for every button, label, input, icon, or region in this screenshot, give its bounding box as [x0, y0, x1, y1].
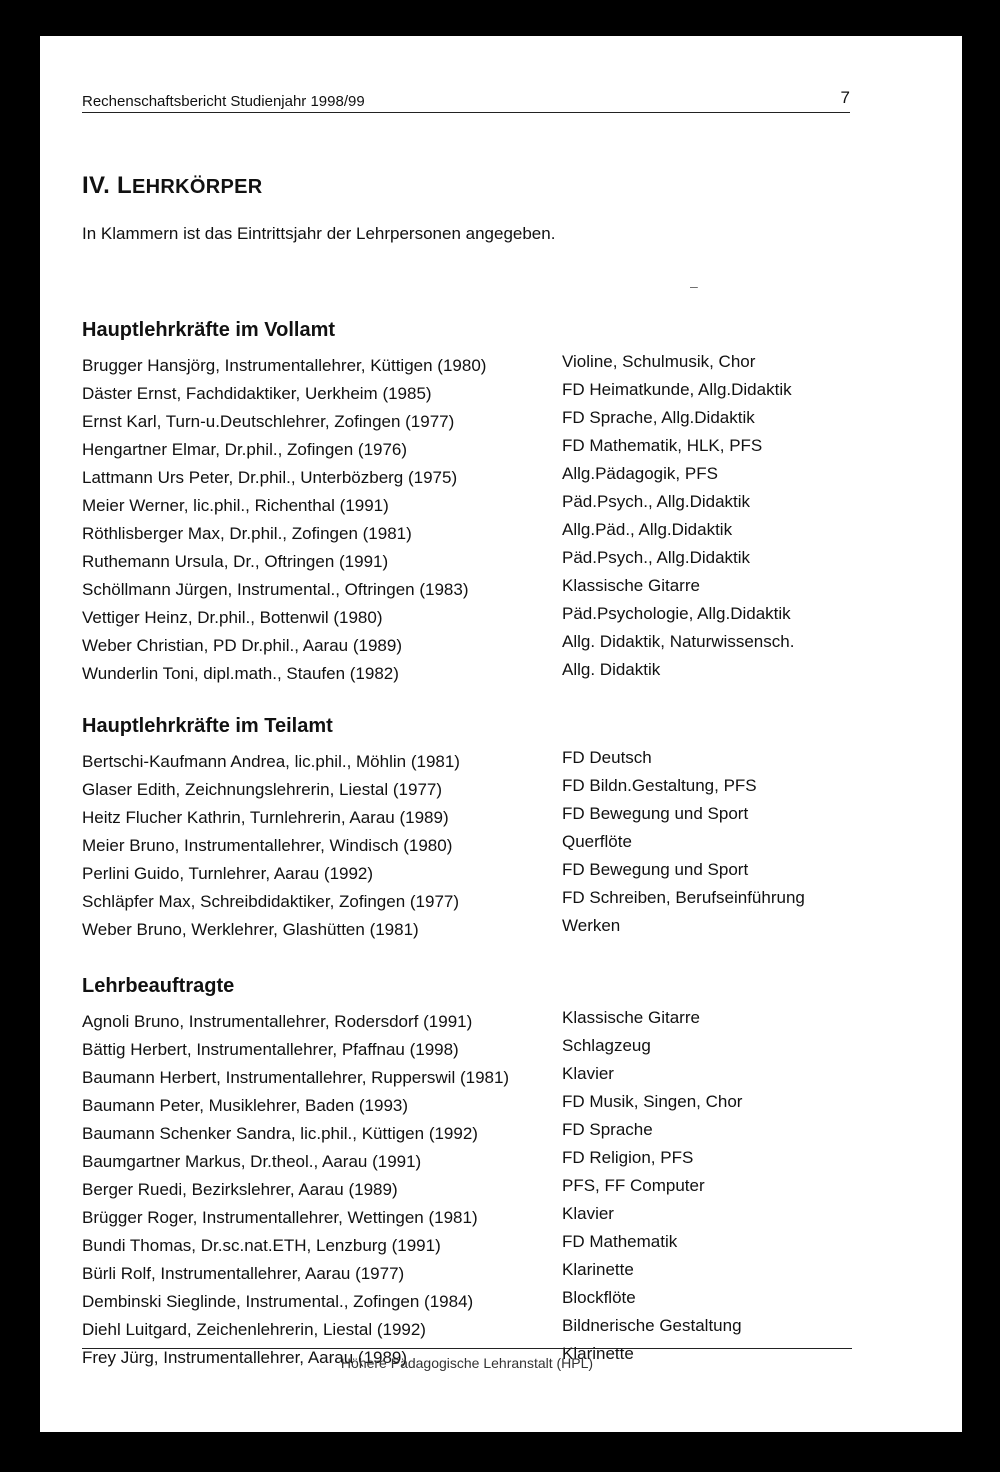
- person-name: Brugger Hansjörg, Instrumentallehrer, Küttigen (1980): [82, 356, 487, 375]
- list-item: [82, 1176, 862, 1204]
- subject: Klassische Gitarre: [562, 1008, 700, 1027]
- subject: FD Schreiben, Berufseinführung: [562, 888, 805, 907]
- person-name: Heitz Flucher Kathrin, Turnlehrerin, Aarau (1989): [82, 808, 449, 827]
- section-heading: Hauptlehrkräfte im Vollamt: [82, 319, 336, 341]
- section-lehrbeauftragte: [82, 972, 862, 1372]
- list-item: [82, 1260, 862, 1288]
- person-name: Schöllmann Jürgen, Instrumental., Oftringen (1983): [82, 580, 469, 599]
- section-vollamt: [82, 316, 862, 688]
- person-name: Agnoli Bruno, Instrumentallehrer, Rodersdorf (1991): [82, 1012, 473, 1031]
- list-item: [82, 1204, 862, 1232]
- person-name: Lattmann Urs Peter, Dr.phil., Unterbözberg (1975): [82, 468, 458, 487]
- list-item: [82, 436, 862, 464]
- page-footer: Höhere Pädagogische Lehranstalt (HPL): [82, 1348, 852, 1371]
- list-item: [82, 888, 862, 916]
- subject: FD Sprache: [562, 1120, 653, 1139]
- subject: FD Deutsch: [562, 748, 652, 767]
- subject: Blockflöte: [562, 1288, 636, 1307]
- person-name: Vettiger Heinz, Dr.phil., Bottenwil (1980): [82, 608, 383, 627]
- subject: FD Mathematik, HLK, PFS: [562, 436, 763, 455]
- person-name: Dembinski Sieglinde, Instrumental., Zofingen (1984): [82, 1292, 474, 1311]
- stray-mark: –: [690, 278, 698, 294]
- list-item: [82, 632, 862, 660]
- subject: Bildnerische Gestaltung: [562, 1316, 742, 1335]
- chapter-numeral: IV.: [82, 172, 111, 199]
- person-name: Baumgartner Markus, Dr.theol., Aarau (1991): [82, 1152, 422, 1171]
- subject: Allg.Päd., Allg.Didaktik: [562, 520, 733, 539]
- page-number: 7: [840, 88, 850, 107]
- subject: Päd.Psychologie, Allg.Didaktik: [562, 604, 791, 623]
- person-name: Däster Ernst, Fachdidaktiker, Uerkheim (1985): [82, 384, 432, 403]
- person-name: Bättig Herbert, Instrumentallehrer, Pfaffnau (1998): [82, 1040, 459, 1059]
- list-item: [82, 804, 862, 832]
- subject: Klavier: [562, 1204, 614, 1223]
- subject: FD Heimatkunde, Allg.Didaktik: [562, 380, 792, 399]
- intro-text: In Klammern ist das Eintrittsjahr der Lehrpersonen angegeben.: [82, 224, 556, 243]
- person-name: Bundi Thomas, Dr.sc.nat.ETH, Lenzburg (1991): [82, 1236, 441, 1255]
- subject: Klarinette: [562, 1260, 634, 1279]
- page-header: [82, 82, 850, 113]
- person-name: Baumann Schenker Sandra, lic.phil., Küttigen (1992): [82, 1124, 478, 1143]
- subject: Klassische Gitarre: [562, 576, 700, 595]
- chapter-rest: EHRKÖRPER: [131, 176, 263, 198]
- chapter-first-letter: L: [117, 172, 132, 199]
- list-item: [82, 660, 862, 688]
- person-name: Bürli Rolf, Instrumentallehrer, Aarau (1977): [82, 1264, 405, 1283]
- person-name: Meier Bruno, Instrumentallehrer, Windisch (1980): [82, 836, 453, 855]
- subject: FD Mathematik: [562, 1232, 678, 1251]
- subject: FD Religion, PFS: [562, 1148, 694, 1167]
- list-item: [82, 1008, 862, 1036]
- subject: Schlagzeug: [562, 1036, 651, 1055]
- list-item: [82, 1092, 862, 1120]
- list-item: [82, 492, 862, 520]
- list-item: [82, 1036, 862, 1064]
- person-name: Brügger Roger, Instrumentallehrer, Wettingen (1981): [82, 1208, 478, 1227]
- subject: FD Sprache, Allg.Didaktik: [562, 408, 755, 427]
- subject: Querflöte: [562, 832, 632, 851]
- subject: FD Bewegung und Sport: [562, 860, 749, 879]
- person-name: Schläpfer Max, Schreibdidaktiker, Zofingen (1977): [82, 892, 460, 911]
- person-name: Glaser Edith, Zeichnungslehrerin, Liestal (1977): [82, 780, 443, 799]
- list-item: [82, 1120, 862, 1148]
- subject: Violine, Schulmusik, Chor: [562, 352, 756, 371]
- person-name: Frey Jürg, Instrumentallehrer, Aarau (1989): [82, 1348, 408, 1367]
- subject: Klarinette: [562, 1344, 634, 1363]
- header-title: Rechenschaftsbericht Studienjahr 1998/99: [82, 93, 365, 110]
- list-item: [82, 548, 862, 576]
- person-name: Ernst Karl, Turn-u.Deutschlehrer, Zofingen (1977): [82, 412, 455, 431]
- list-item: [82, 1232, 862, 1260]
- subject: FD Musik, Singen, Chor: [562, 1092, 743, 1111]
- document-page: [40, 36, 962, 1432]
- subject: Allg. Didaktik, Naturwissensch.: [562, 632, 795, 651]
- section-teilamt: [82, 712, 862, 944]
- person-name: Weber Christian, PD Dr.phil., Aarau (1989): [82, 636, 402, 655]
- subject: Werken: [562, 916, 621, 935]
- subject: Allg. Didaktik: [562, 660, 661, 679]
- subject: Päd.Psych., Allg.Didaktik: [562, 492, 751, 511]
- person-name: Meier Werner, lic.phil., Richenthal (1991): [82, 496, 389, 515]
- section-heading: Lehrbeauftragte: [82, 975, 235, 997]
- person-name: Röthlisberger Max, Dr.phil., Zofingen (1981): [82, 524, 412, 543]
- subject: PFS, FF Computer: [562, 1176, 705, 1195]
- person-name: Baumann Peter, Musiklehrer, Baden (1993): [82, 1096, 409, 1115]
- subject: FD Bildn.Gestaltung, PFS: [562, 776, 757, 795]
- list-item: [82, 916, 862, 944]
- list-item: [82, 1316, 862, 1344]
- person-name: Wunderlin Toni, dipl.math., Staufen (1982): [82, 664, 399, 683]
- person-name: Diehl Luitgard, Zeichenlehrerin, Liestal (1992): [82, 1320, 426, 1339]
- person-name: Perlini Guido, Turnlehrer, Aarau (1992): [82, 864, 374, 883]
- list-item: [82, 1148, 862, 1176]
- person-name: Ruthemann Ursula, Dr., Oftringen (1991): [82, 552, 389, 571]
- section-heading: Hauptlehrkräfte im Teilamt: [82, 715, 333, 737]
- person-name: Hengartner Elmar, Dr.phil., Zofingen (1976): [82, 440, 408, 459]
- person-name: Bertschi-Kaufmann Andrea, lic.phil., Möhlin (1981): [82, 752, 460, 771]
- subject: Klavier: [562, 1064, 614, 1083]
- subject: Allg.Pädagogik, PFS: [562, 464, 718, 483]
- subject: FD Bewegung und Sport: [562, 804, 749, 823]
- subject: Päd.Psych., Allg.Didaktik: [562, 548, 751, 567]
- list-item: [82, 1288, 862, 1316]
- person-name: Baumann Herbert, Instrumentallehrer, Rupperswil (1981): [82, 1068, 510, 1087]
- chapter-title: [82, 172, 262, 200]
- list-item: [82, 1064, 862, 1092]
- person-name: Berger Ruedi, Bezirkslehrer, Aarau (1989): [82, 1180, 398, 1199]
- person-name: Weber Bruno, Werklehrer, Glashütten (1981): [82, 920, 419, 939]
